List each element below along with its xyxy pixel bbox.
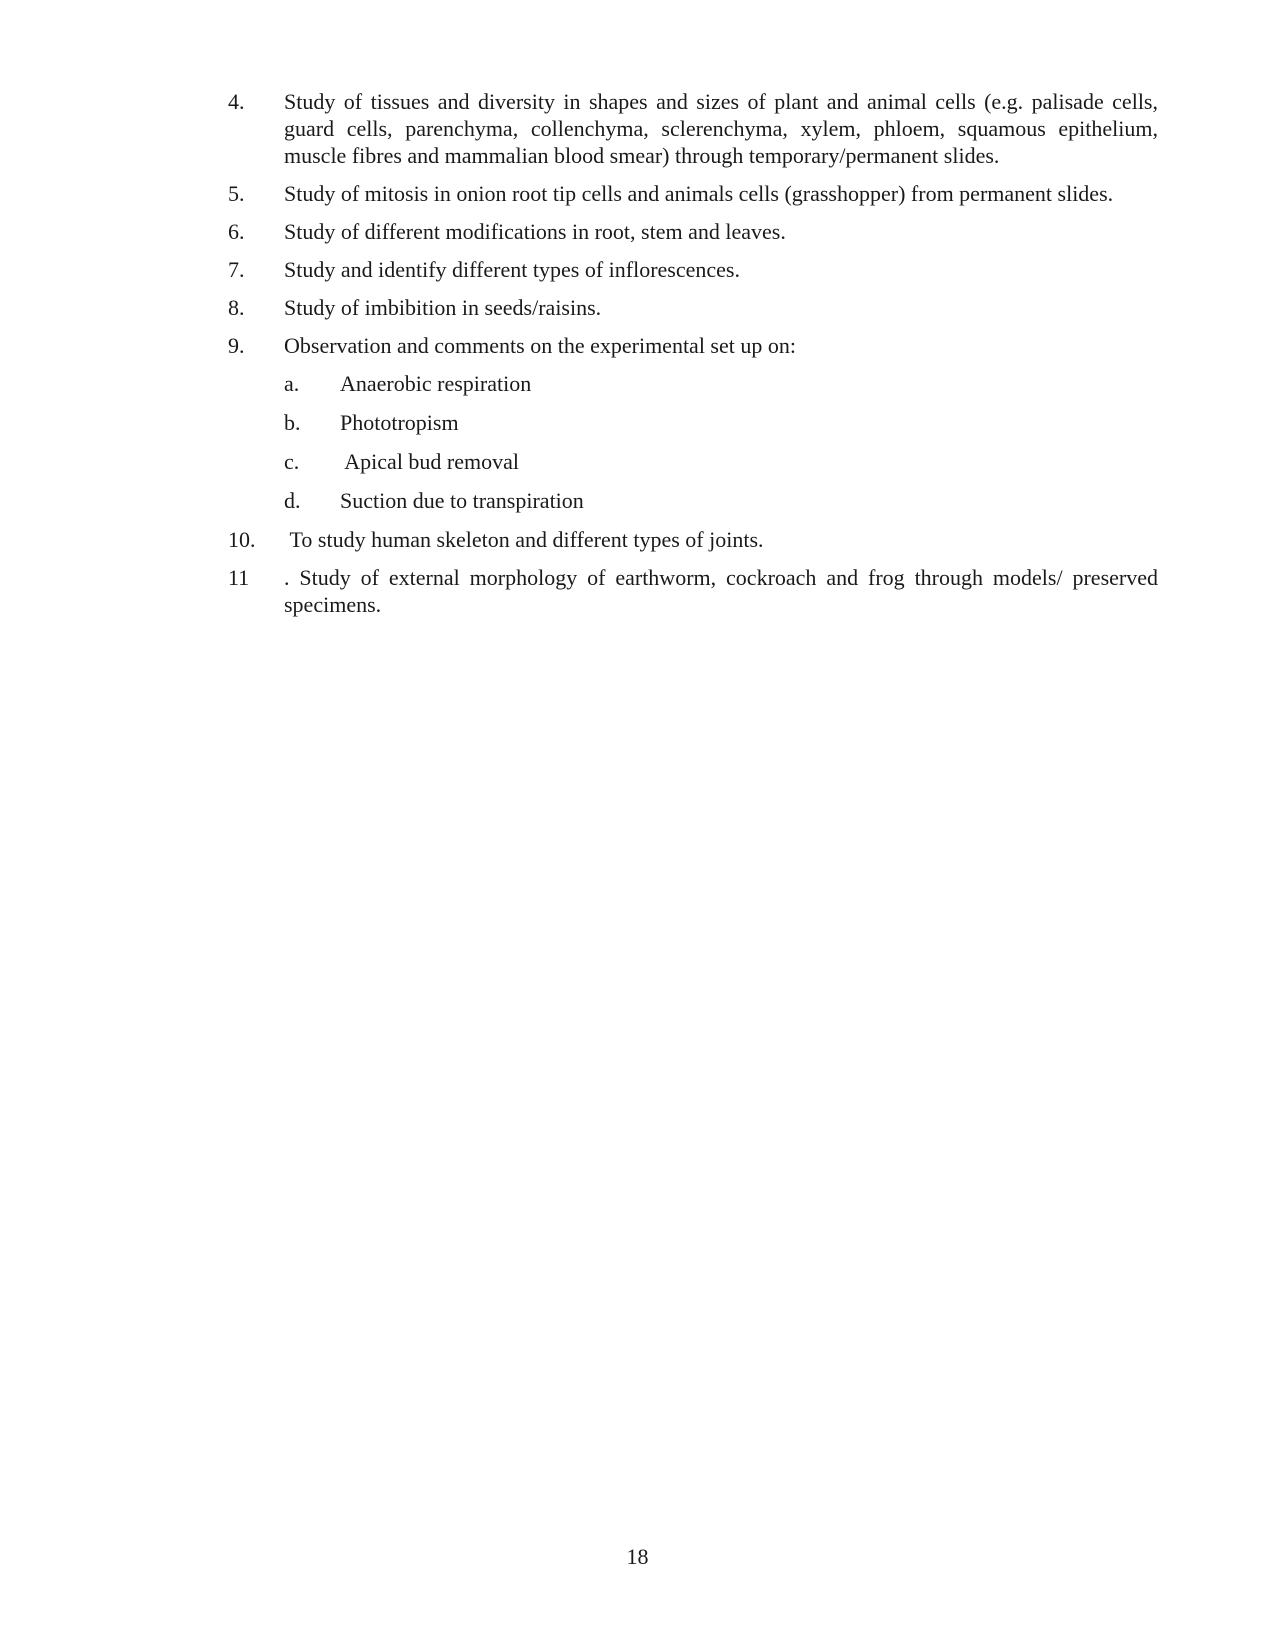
sub-list-item-text: Phototropism (340, 410, 459, 435)
sub-list-item-letter: a. (284, 371, 300, 396)
list-item (228, 256, 1158, 283)
list-item (228, 564, 1158, 618)
sub-list-item (284, 487, 1158, 514)
sub-list-item (284, 370, 1158, 397)
practical-list (228, 88, 1158, 629)
page-number: 18 (626, 1544, 649, 1569)
list-item (228, 218, 1158, 245)
list-item-text: . Study of external morphology of earthworm, cockroach and frog through models/ preserved specimens. (284, 565, 1158, 617)
list-item (228, 332, 1158, 359)
sub-list-item-letter: d. (284, 488, 301, 513)
list-item-number: 6. (228, 219, 245, 244)
list-item-text: Study of different modifications in root, stem and leaves. (284, 219, 786, 244)
list-item-number: 5. (228, 181, 245, 206)
list-item-number: 8. (228, 295, 245, 320)
list-item (228, 180, 1158, 207)
list-item (228, 294, 1158, 321)
list-item-text: To study human skeleton and different types of joints. (284, 527, 764, 552)
list-item-text: Study of mitosis in onion root tip cells and animals cells (grasshopper) from permanent slides. (284, 181, 1114, 206)
list-item-text: Study of imbibition in seeds/raisins. (284, 295, 602, 320)
sub-list-item (284, 409, 1158, 436)
list-item-number: 4. (228, 89, 245, 114)
list-item (228, 526, 1158, 553)
list-item-text: Study of tissues and diversity in shapes and sizes of plant and animal cells (e.g. palisade cells, guard cells, parenchyma, collenchyma, sclerenchyma, xylem, phloem, squamous epithelium, muscle fibres and mammalian blood smear) through temporary/permanent slides. (284, 89, 1158, 168)
sub-list-item-letter: c. (284, 449, 300, 474)
list-item (228, 88, 1158, 169)
sub-list-item-text: Suction due to transpiration (340, 488, 584, 513)
sub-list-item-letter: b. (284, 410, 301, 435)
list-item-number: 11 (228, 565, 250, 590)
list-item-number: 9. (228, 333, 245, 358)
sub-list-item (284, 448, 1158, 475)
list-item-text: Observation and comments on the experimental set up on: (284, 333, 796, 358)
sub-list-item-text: Anaerobic respiration (340, 371, 532, 396)
list-item-number: 7. (228, 257, 245, 282)
list-item-number: 10. (228, 527, 256, 552)
list-item-text: Study and identify different types of inflorescences. (284, 257, 740, 282)
sub-list-item-text: Apical bud removal (340, 449, 520, 474)
